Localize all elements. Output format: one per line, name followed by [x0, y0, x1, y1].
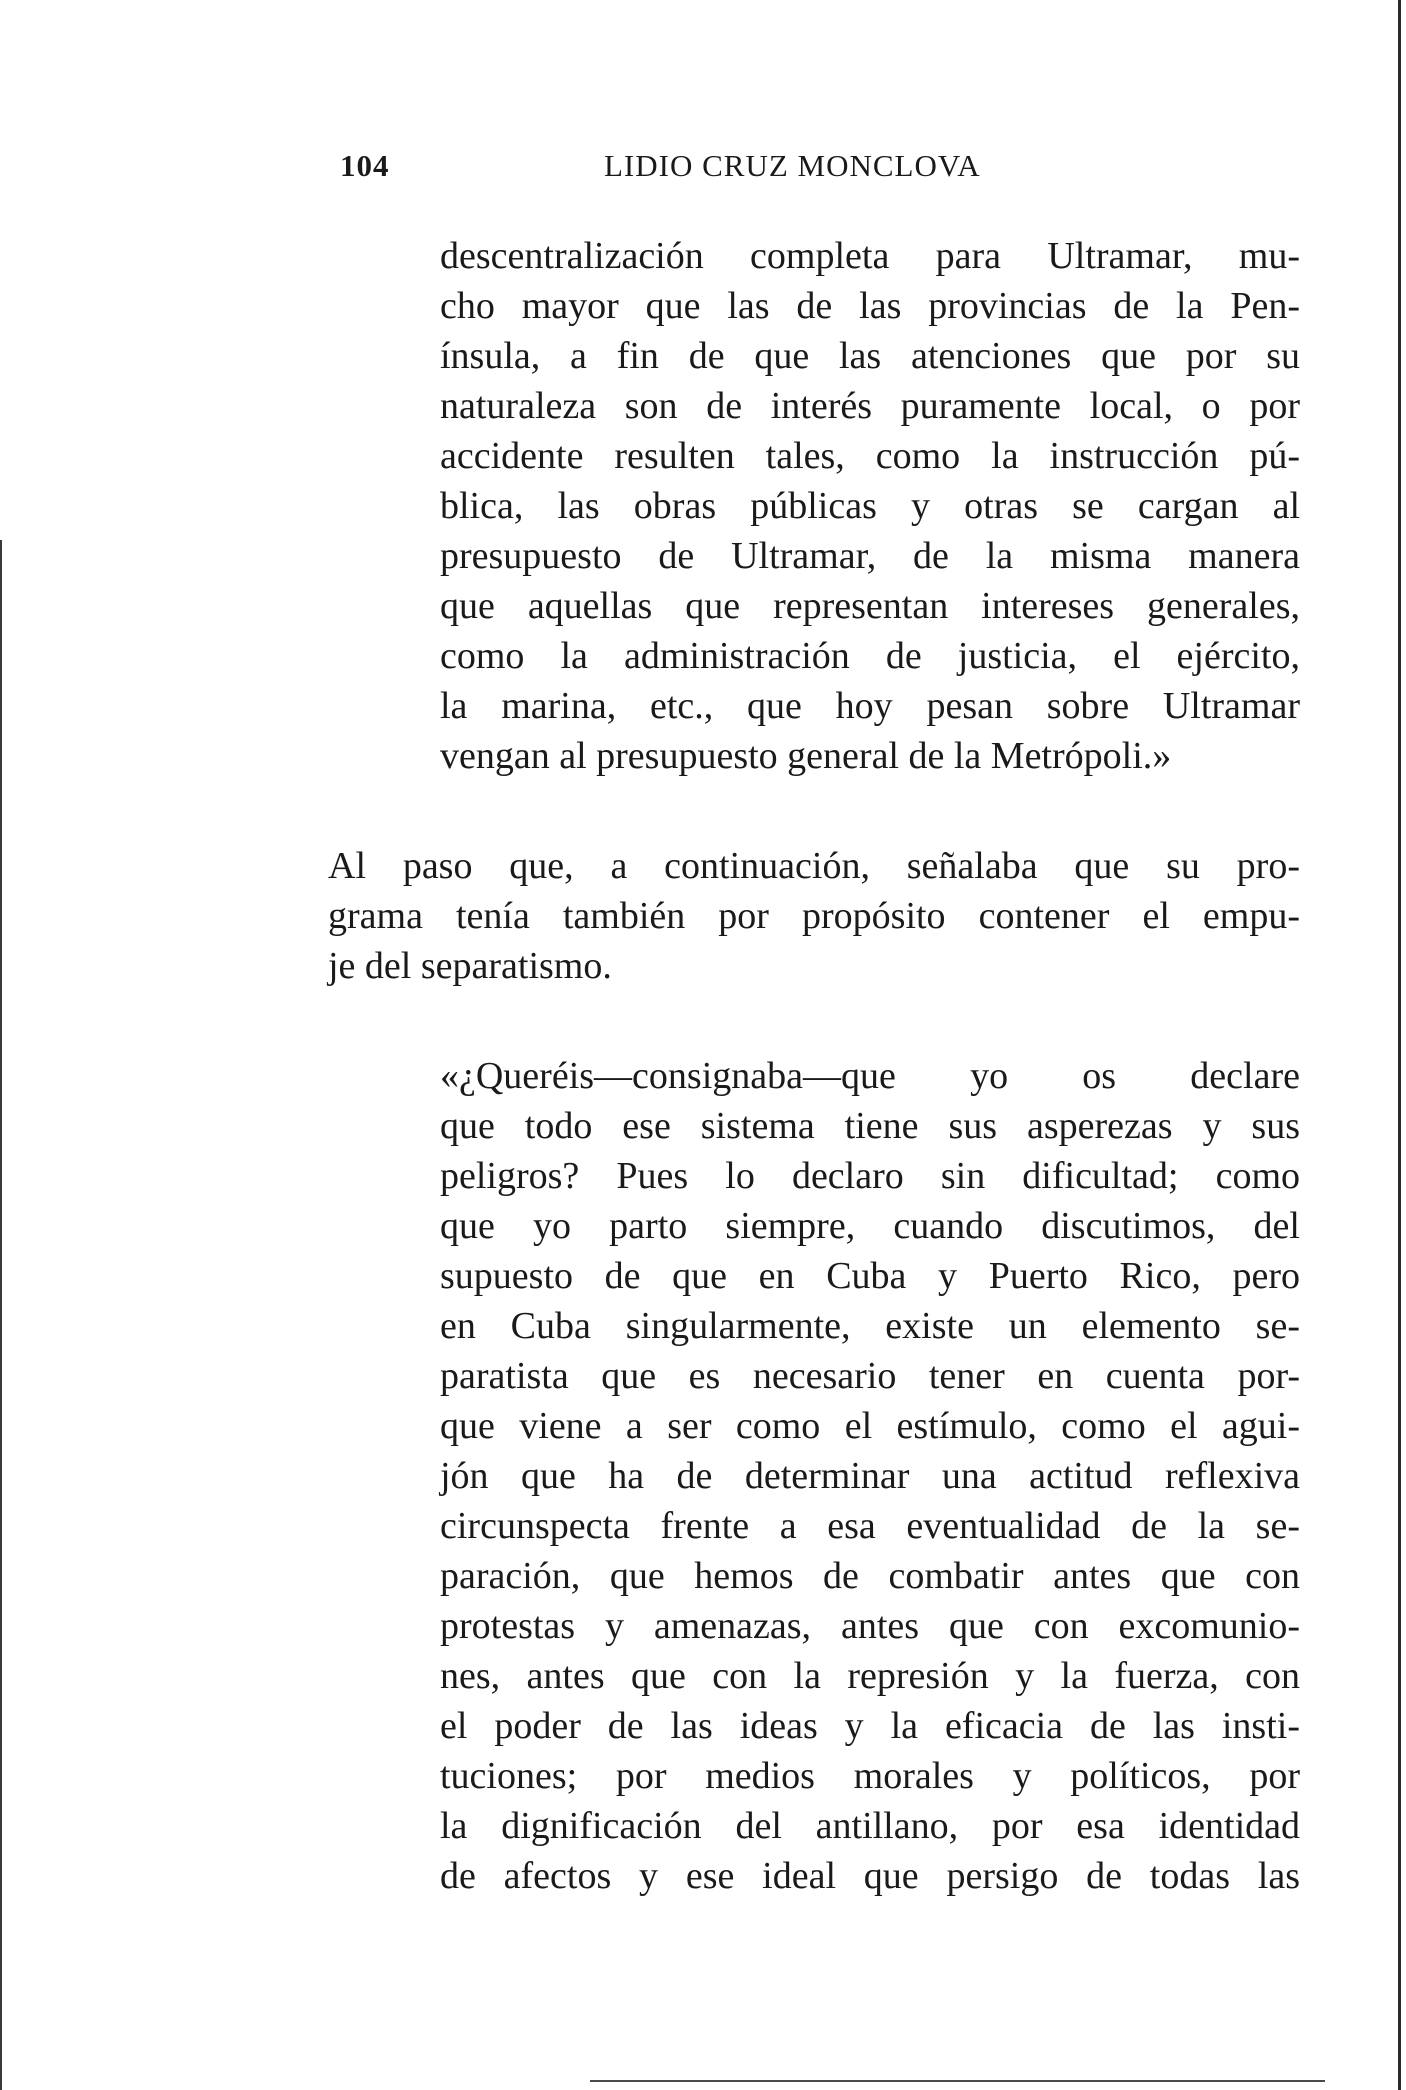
text-line: nes, antes que con la represión y la fuerza, con	[440, 1655, 1300, 1697]
text-line: que aquellas que representan intereses generales,	[440, 585, 1300, 627]
text-line: ínsula, a fin de que las atenciones que por su	[440, 335, 1300, 377]
text-line: descentralización completa para Ultramar, mu-	[440, 235, 1300, 277]
text-line: peligros? Pues lo declaro sin dificultad; como	[440, 1155, 1300, 1197]
text-line: la dignificación del antillano, por esa identidad	[440, 1805, 1300, 1847]
text-line: cho mayor que las de las provincias de la Pen-	[440, 285, 1300, 327]
text-line: grama tenía también por propósito contener el empu-	[328, 895, 1300, 937]
text-line: paratista que es necesario tener en cuenta por-	[440, 1355, 1300, 1397]
text-line: presupuesto de Ultramar, de la misma manera	[440, 535, 1300, 577]
text-line: que viene a ser como el estímulo, como el agui-	[440, 1405, 1300, 1447]
text-line: protestas y amenazas, antes que con excomunio-	[440, 1605, 1300, 1647]
text-line: el poder de las ideas y la eficacia de las insti-	[440, 1705, 1300, 1747]
text-line: naturaleza son de interés puramente local, o por	[440, 385, 1300, 427]
page-number: 104	[340, 148, 390, 183]
text-line: paración, que hemos de combatir antes que con	[440, 1555, 1300, 1597]
text-line: tuciones; por medios morales y políticos, por	[440, 1755, 1300, 1797]
text-line: Al paso que, a continuación, señalaba que su pro-	[328, 845, 1300, 887]
text-line: circunspecta frente a esa eventualidad de la se-	[440, 1505, 1300, 1547]
text-line: como la administración de justicia, el ejército,	[440, 635, 1300, 677]
text-line: la marina, etc., que hoy pesan sobre Ultramar	[440, 685, 1300, 727]
text-line: en Cuba singularmente, existe un elemento se-	[440, 1305, 1300, 1347]
text-line: jón que ha de determinar una actitud reflexiva	[440, 1455, 1300, 1497]
running-title: LIDIO CRUZ MONCLOVA	[604, 148, 981, 183]
text-line: de afectos y ese ideal que persigo de todas las	[440, 1855, 1300, 1897]
bottom-rule	[590, 2080, 1325, 2082]
text-line: vengan al presupuesto general de la Metrópoli.»	[440, 735, 1172, 777]
running-head	[340, 148, 1040, 196]
text-line: «¿Queréis—consignaba—que yo os declare	[440, 1055, 1300, 1097]
page-edge-left	[0, 540, 2, 2090]
text-line: que yo parto siempre, cuando discutimos, del	[440, 1205, 1300, 1247]
page-edge-right	[1398, 0, 1401, 2090]
text-line: je del separatismo.	[328, 945, 612, 987]
text-line: accidente resulten tales, como la instrucción pú-	[440, 435, 1300, 477]
text-line: que todo ese sistema tiene sus asperezas y sus	[440, 1105, 1300, 1147]
text-line: supuesto de que en Cuba y Puerto Rico, pero	[440, 1255, 1300, 1297]
text-line: blica, las obras públicas y otras se cargan al	[440, 485, 1300, 527]
